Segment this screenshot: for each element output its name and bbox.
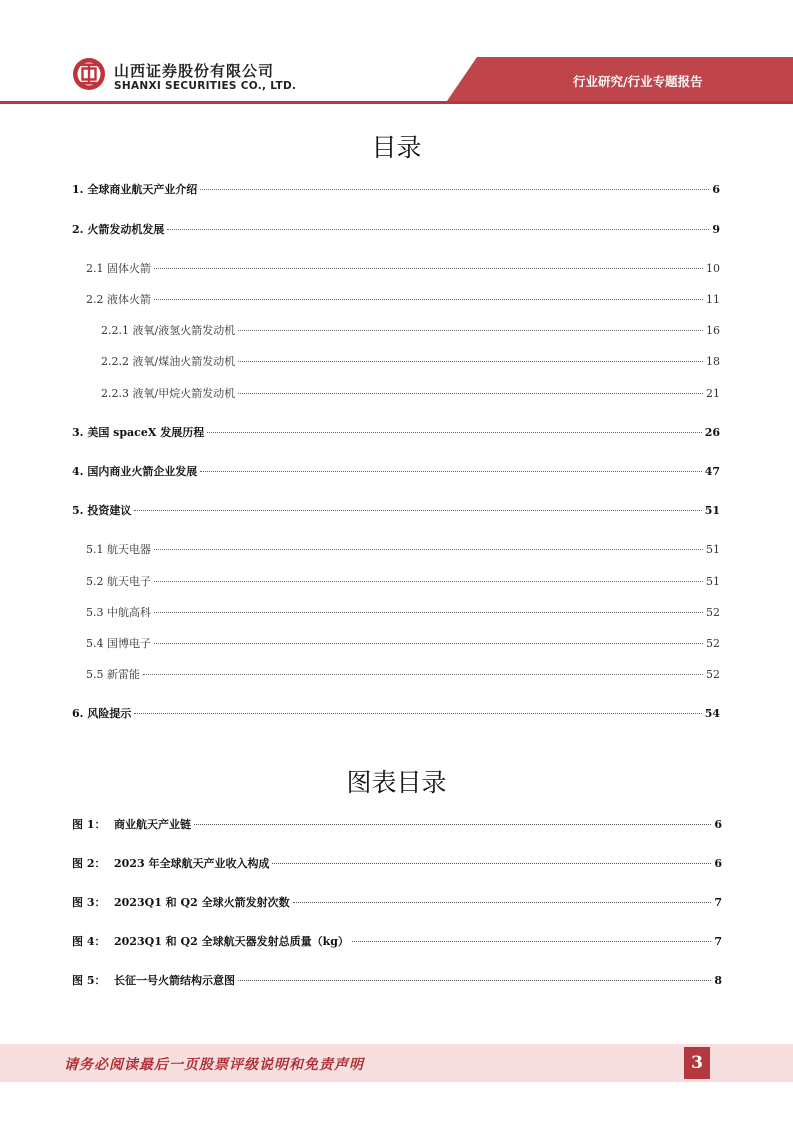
- header-divider: [0, 101, 793, 104]
- toc-item[interactable]: 2.2.3 液氧/甲烷火箭发动机 21: [101, 387, 720, 400]
- toc-item[interactable]: 2.1 固体火箭 10: [86, 262, 720, 275]
- toc-item[interactable]: 2.2.2 液氧/煤油火箭发动机 18: [101, 355, 720, 368]
- page-number: 3: [684, 1047, 710, 1079]
- figure-item[interactable]: 图 3： 2023Q1 和 Q2 全球火箭发射次数 7: [72, 896, 722, 909]
- page-header: [0, 0, 793, 110]
- toc-item[interactable]: 2.2 液体火箭 11: [86, 293, 720, 306]
- toc-item[interactable]: 5.3 中航高科 52: [86, 606, 720, 619]
- toc-title: 目录: [371, 133, 422, 162]
- toc-item[interactable]: 6. 风险提示 54: [72, 707, 720, 720]
- toc-item[interactable]: 3. 美国 spaceX 发展历程 26: [72, 426, 720, 439]
- figures-title: 图表目录: [346, 768, 447, 797]
- toc-item[interactable]: 1. 全球商业航天产业介绍 6: [72, 183, 720, 196]
- toc-item[interactable]: 2.2.1 液氧/液氢火箭发动机 16: [101, 324, 720, 337]
- company-name-en: SHANXI SECURITIES CO., LTD.: [114, 80, 297, 92]
- report-type: 行业研究/行业专题报告: [573, 74, 703, 89]
- figure-item[interactable]: 图 1： 商业航天产业链 6: [72, 818, 722, 831]
- toc-item[interactable]: 5.5 新雷能 52: [86, 668, 720, 681]
- figure-item[interactable]: 图 5： 长征一号火箭结构示意图 8: [72, 974, 722, 987]
- footer-disclaimer: 请务必阅读最后一页股票评级说明和免责声明: [64, 1057, 364, 1073]
- toc-item[interactable]: 5.1 航天电器 51: [86, 543, 720, 556]
- figure-item[interactable]: 图 2： 2023 年全球航天产业收入构成 6: [72, 857, 722, 870]
- figure-item[interactable]: 图 4： 2023Q1 和 Q2 全球航天器发射总质量（kg） 7: [72, 935, 722, 948]
- company-logo-icon: [72, 57, 106, 91]
- company-name-cn: 山西证券股份有限公司: [114, 62, 275, 80]
- toc-item[interactable]: 5.4 国博电子 52: [86, 637, 720, 650]
- toc-item[interactable]: 4. 国内商业火箭企业发展 47: [72, 465, 720, 478]
- toc-item[interactable]: 5.2 航天电子 51: [86, 575, 720, 588]
- toc-item[interactable]: 2. 火箭发动机发展 9: [72, 223, 720, 236]
- toc-item[interactable]: 5. 投资建议 51: [72, 504, 720, 517]
